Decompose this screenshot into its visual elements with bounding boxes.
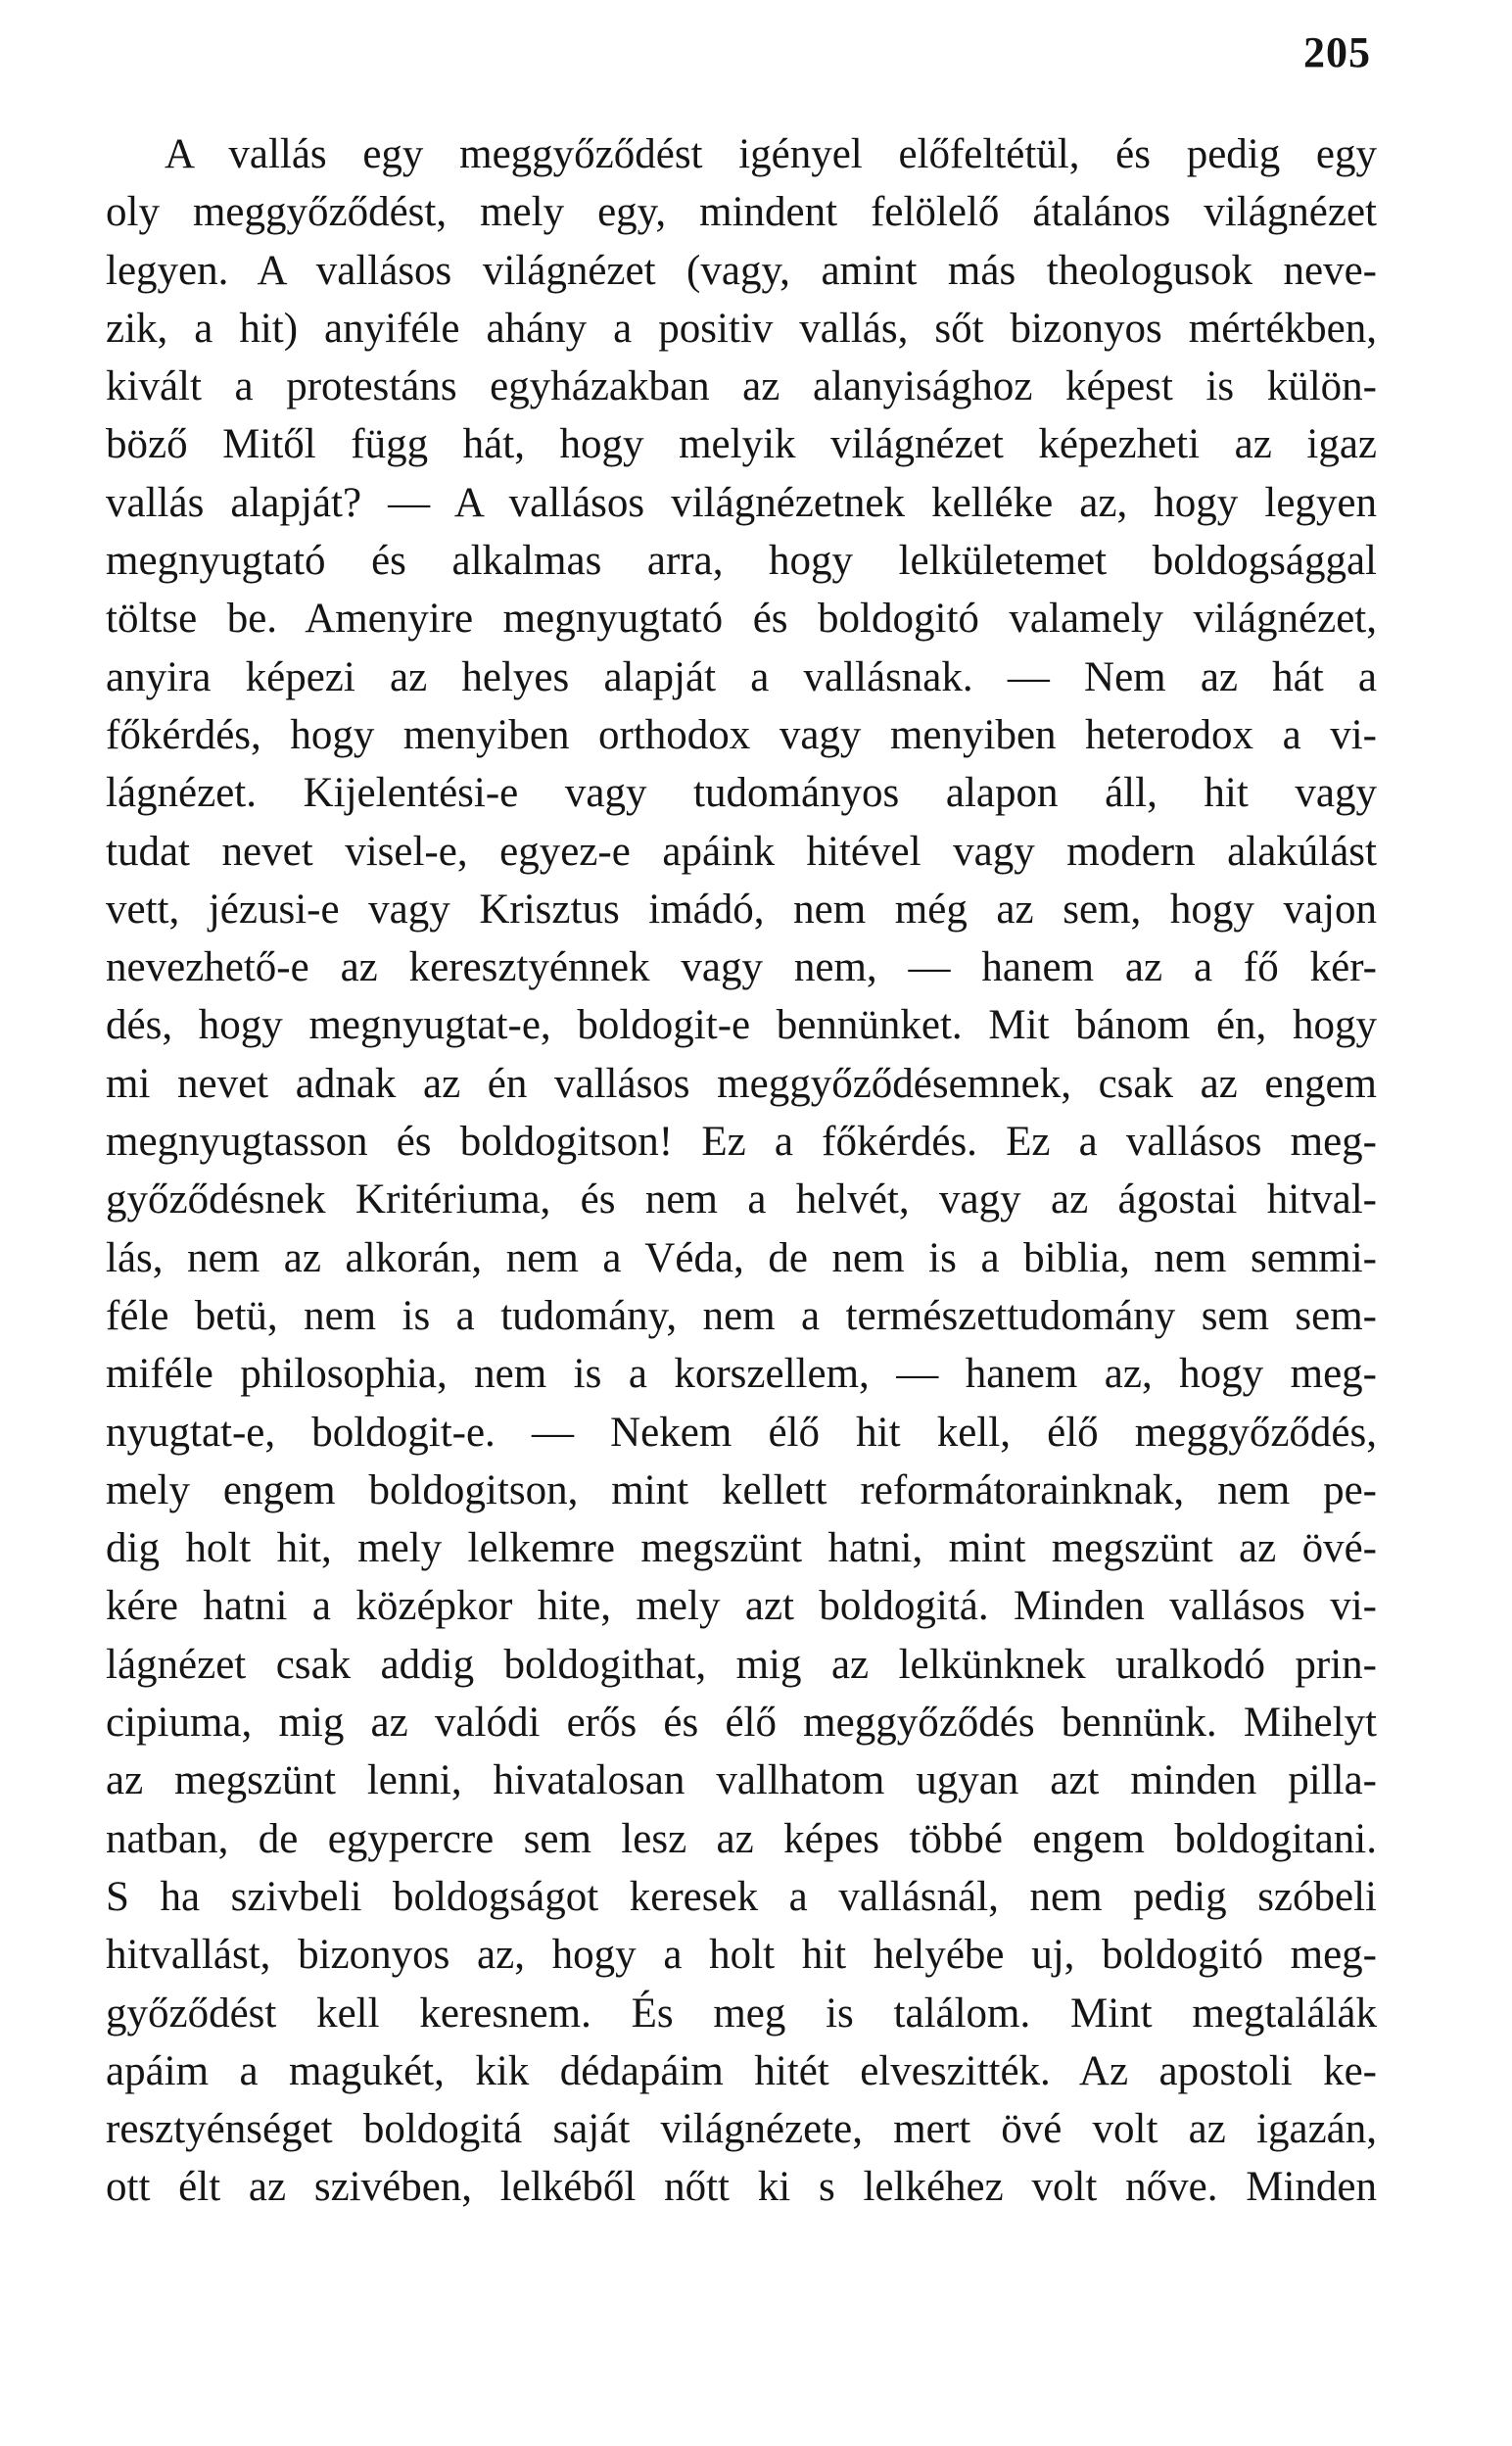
text-line: vallás alapját? — A vallásos világnézetnek kelléke az, hogy legyen xyxy=(106,479,1377,526)
text-line: nevezhető-e az keresztyénnek vagy nem, — hanem az a fő kér- xyxy=(106,944,1377,991)
text-line: mely engem boldogitson, mint kellett reformátorainknak, nem pe- xyxy=(106,1466,1377,1513)
text-line: A vallás egy meggyőződést igényel előfeltétül, és pedig egy xyxy=(165,131,1377,177)
text-line: resztyénséget boldogitá saját világnézete, mert övé volt az igazán, xyxy=(106,2106,1377,2153)
text-line: ott élt az szivében, lelkéből nőtt ki s lelkéhez volt nőve. Minden xyxy=(106,2164,1377,2211)
text-line: lás, nem az alkorán, nem a Véda, de nem is a biblia, nem semmi- xyxy=(106,1234,1377,1281)
text-line: miféle philosophia, nem is a korszellem, — hanem az, hogy meg- xyxy=(106,1351,1377,1398)
text-line: megnyugtató és alkalmas arra, hogy lelkületemet boldogsággal xyxy=(106,538,1377,585)
text-line: az megszünt lenni, hivatalosan vallhatom ugyan azt minden pilla- xyxy=(106,1757,1377,1804)
text-line: cipiuma, mig az valódi erős és élő meggyőződés bennünk. Mihelyt xyxy=(106,1700,1377,1747)
text-line: féle betü, nem is a tudomány, nem a természettudomány sem sem- xyxy=(106,1292,1377,1339)
text-line: lágnézet. Kijelentési-e vagy tudományos alapon áll, hit vagy xyxy=(106,770,1377,817)
text-line: főkérdés, hogy menyiben orthodox vagy menyiben heterodox a vi- xyxy=(106,711,1377,758)
text-line: natban, de egypercre sem lesz az képes többé engem boldogitani. xyxy=(106,1815,1377,1862)
body-text xyxy=(106,125,1377,2217)
text-line: győződésnek Kritériuma, és nem a helvét, vagy az ágostai hitval- xyxy=(106,1176,1377,1223)
text-line: kivált a protestáns egyházakban az alanyisághoz képest is külön- xyxy=(106,363,1377,410)
text-line: megnyugtasson és boldogitson! Ez a főkérdés. Ez a vallásos meg- xyxy=(106,1119,1377,1166)
text-line: győződést kell keresnem. És meg is találom. Mint megtalálák xyxy=(106,1990,1377,2037)
text-line: böző Mitől függ hát, hogy melyik világnézet képezheti az igaz xyxy=(106,421,1377,468)
text-line: nyugtat-e, boldogit-e. — Nekem élő hit kell, élő meggyőződés, xyxy=(106,1409,1377,1456)
text-line: anyira képezi az helyes alapját a vallásnak. — Nem az hát a xyxy=(106,653,1377,700)
page-number: 205 xyxy=(1303,28,1371,76)
text-line: kére hatni a középkor hite, mely azt boldogitá. Minden vallásos vi- xyxy=(106,1583,1377,1630)
text-line: vett, jézusi-e vagy Krisztus imádó, nem még az sem, hogy vajon xyxy=(106,886,1377,933)
text-line: S ha szivbeli boldogságot keresek a vallásnál, nem pedig szóbeli xyxy=(106,1873,1377,1920)
text-line: mi nevet adnak az én vallásos meggyőződésemnek, csak az engem xyxy=(106,1060,1377,1107)
text-line: zik, a hit) anyiféle ahány a positiv vallás, sőt bizonyos mértékben, xyxy=(106,305,1377,352)
text-line: dig holt hit, mely lelkemre megszünt hatni, mint megszünt az övé- xyxy=(106,1525,1377,1572)
text-line: apáim a magukét, kik dédapáim hitét elveszitték. Az apostoli ke- xyxy=(106,2047,1377,2094)
text-line: tudat nevet visel-e, egyez-e apáink hitével vagy modern alakúlást xyxy=(106,828,1377,875)
text-line: oly meggyőződést, mely egy, mindent felölelő átalános világnézet xyxy=(106,189,1377,236)
text-line: dés, hogy megnyugtat-e, boldogit-e bennünket. Mit bánom én, hogy xyxy=(106,1002,1377,1049)
text-line: lágnézet csak addig boldogithat, mig az lelkünknek uralkodó prin- xyxy=(106,1641,1377,1688)
text-line: hitvallást, bizonyos az, hogy a holt hit helyébe uj, boldogitó meg- xyxy=(106,1932,1377,1979)
text-line: töltse be. Amenyire megnyugtató és boldogitó valamely világnézet, xyxy=(106,596,1377,643)
text-line: legyen. A vallásos világnézet (vagy, amint más theologusok neve- xyxy=(106,247,1377,294)
